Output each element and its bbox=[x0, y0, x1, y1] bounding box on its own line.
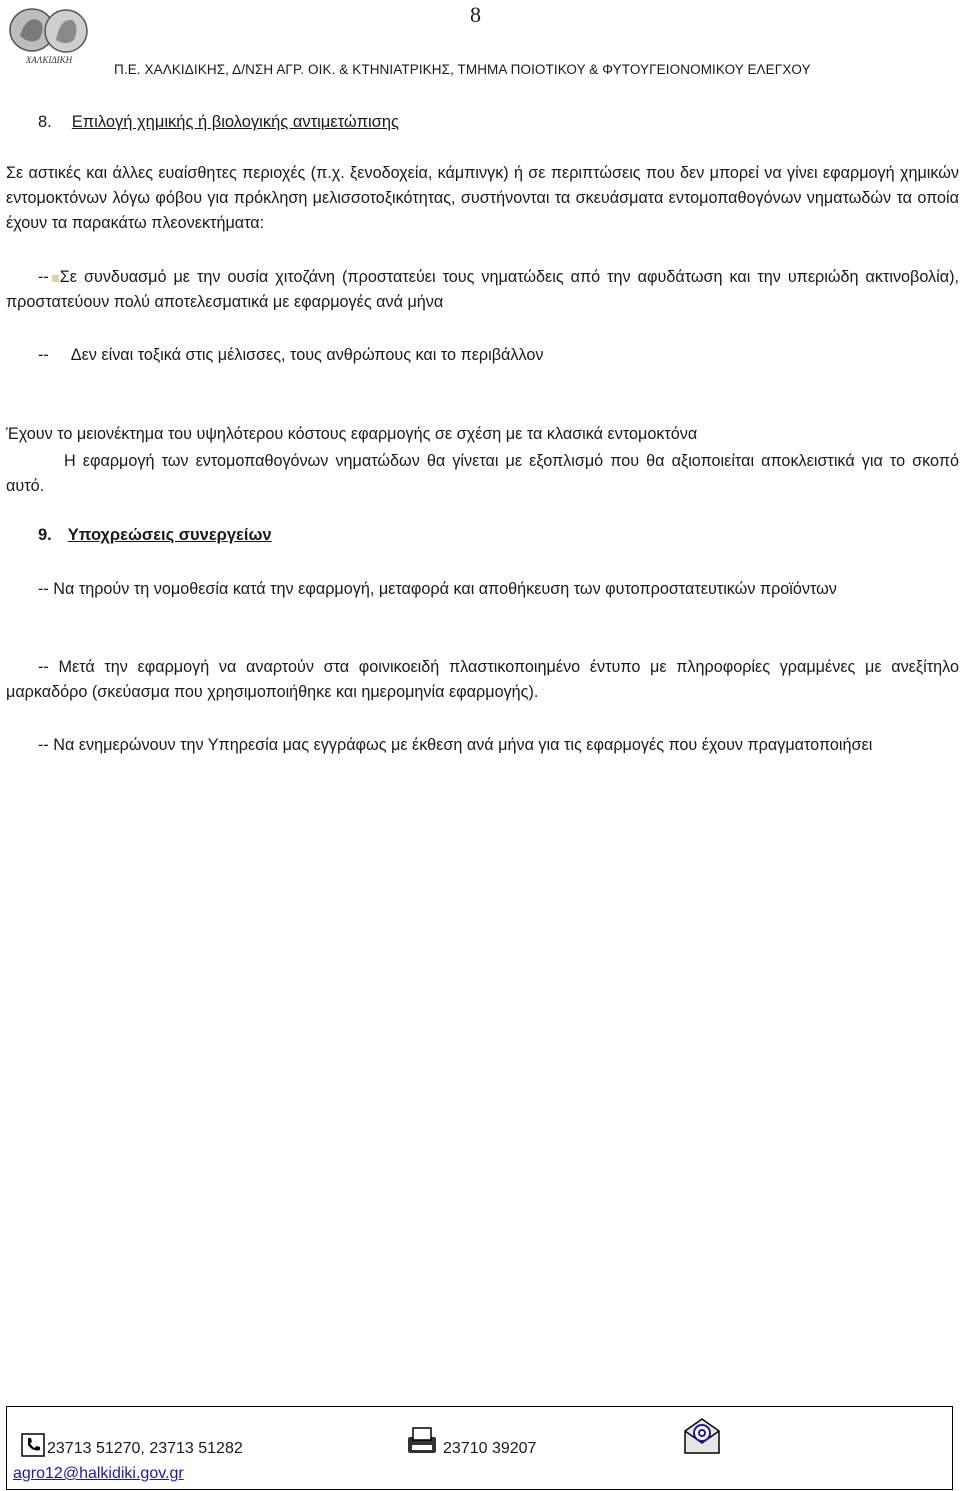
obligation-item-3: -- Να ενημερώνουν την Υπηρεσία μας εγγράφως με έκθεση ανά μήνα για τις εφαρμογές που έχουν πραγματοποιήσει bbox=[38, 736, 873, 754]
section-9-heading bbox=[38, 526, 272, 545]
phone-icon bbox=[21, 1433, 45, 1462]
drawback-text: Έχουν το μειονέκτημα του υψηλότερου κόστους εφαρμογής σε σχέση με τα κλασικά εντομοκτόνα bbox=[6, 425, 698, 443]
department-header: Π.Ε. ΧΑΛΚΙΔΙΚΗΣ, Δ/ΝΣΗ ΑΓΡ. ΟΙΚ. & ΚΤΗΝΙΑΤΡΙΚΗΣ, ΤΜΗΜΑ ΠΟΙΟΤΙΚΟΥ & ΦΥΤΟΥΓΕΙΟΝΟΜΙΚΟΥ ΕΛΕΓΧΟΥ bbox=[114, 62, 811, 77]
fax-number: 23710 39207 bbox=[443, 1440, 537, 1457]
obligation-item-2: -- Μετά την εφαρμογή να αναρτούν στα φοινικοειδή πλαστικοποιημένο έντυπο με πληροφορίες γραμμένες με ανεξίτηλο μαρκαδόρο (σκεύασμα που χρησιμοποιήθηκε και ημερομηνία εφαρμογής). bbox=[6, 658, 959, 701]
contact-footer bbox=[6, 1406, 953, 1490]
bullet-marker-icon bbox=[52, 275, 59, 282]
halkidiki-logo bbox=[8, 6, 90, 66]
bullet-2-prefix: -- bbox=[38, 346, 49, 364]
bullet-1-prefix: -- bbox=[38, 268, 49, 286]
section-8-title: Επιλογή χημικής ή βιολογικής αντιμετώπισης bbox=[71, 113, 399, 131]
fax-icon bbox=[406, 1425, 438, 1462]
email-link[interactable]: agro12@halkidiki.gov.gr bbox=[13, 1465, 184, 1482]
section-9-title: Υποχρεώσεις συνεργείων bbox=[67, 526, 272, 544]
logo-label: ΧΑΛΚΙΔΙΚΗ bbox=[25, 55, 73, 65]
page-number: 8 bbox=[470, 2, 481, 27]
equipment-note: Η εφαρμογή των εντομοπαθογόνων νηματώδων θα γίνεται με εξοπλισμό που θα αξιοποιείται αποκλειστικά για το σκοπό αυτό. bbox=[6, 452, 959, 495]
bullet-1-text: Σε συνδυασμό με την ουσία χιτοζάνη (προστατεύει τους νηματώδεις από την αφυδάτωση και την υπεριώδη ακτινοβολία), προστατεύουν πολύ αποτελεσματικά με εφαρμογές ανά μήνα bbox=[6, 268, 959, 311]
bullet-2-text: Δεν είναι τοξικά στις μέλισσες, τους ανθρώπους και το περιβάλλον bbox=[70, 346, 544, 364]
section-8-number: 8. bbox=[38, 113, 52, 131]
section-8-heading bbox=[38, 113, 399, 132]
obligation-item-1: -- Να τηρούν τη νομοθεσία κατά την εφαρμογή, μεταφορά και αποθήκευση των φυτοπροστατευτικών προϊόντων bbox=[38, 580, 837, 598]
email-icon bbox=[681, 1415, 723, 1462]
bullet-2 bbox=[6, 343, 959, 368]
section-9-number: 9. bbox=[38, 526, 52, 544]
phone-numbers: 23713 51270, 23713 51282 bbox=[47, 1440, 243, 1457]
section-8-intro: Σε αστικές και άλλες ευαίσθητες περιοχές (π.χ. ξενοδοχεία, κάμπινγκ) ή σε περιπτώσεις που δεν μπορεί να γίνει εφαρμογή χημικών εντομοκτόνων λόγω φόβου για πρόκληση μελισσοτοξικότητας, συστήνονται τα σκευάσματα εντομοπαθογόνων νηματωδών τα οποία έχουν τα παρακάτω πλεονεκτήματα: bbox=[6, 164, 959, 232]
bullet-1 bbox=[6, 265, 959, 315]
